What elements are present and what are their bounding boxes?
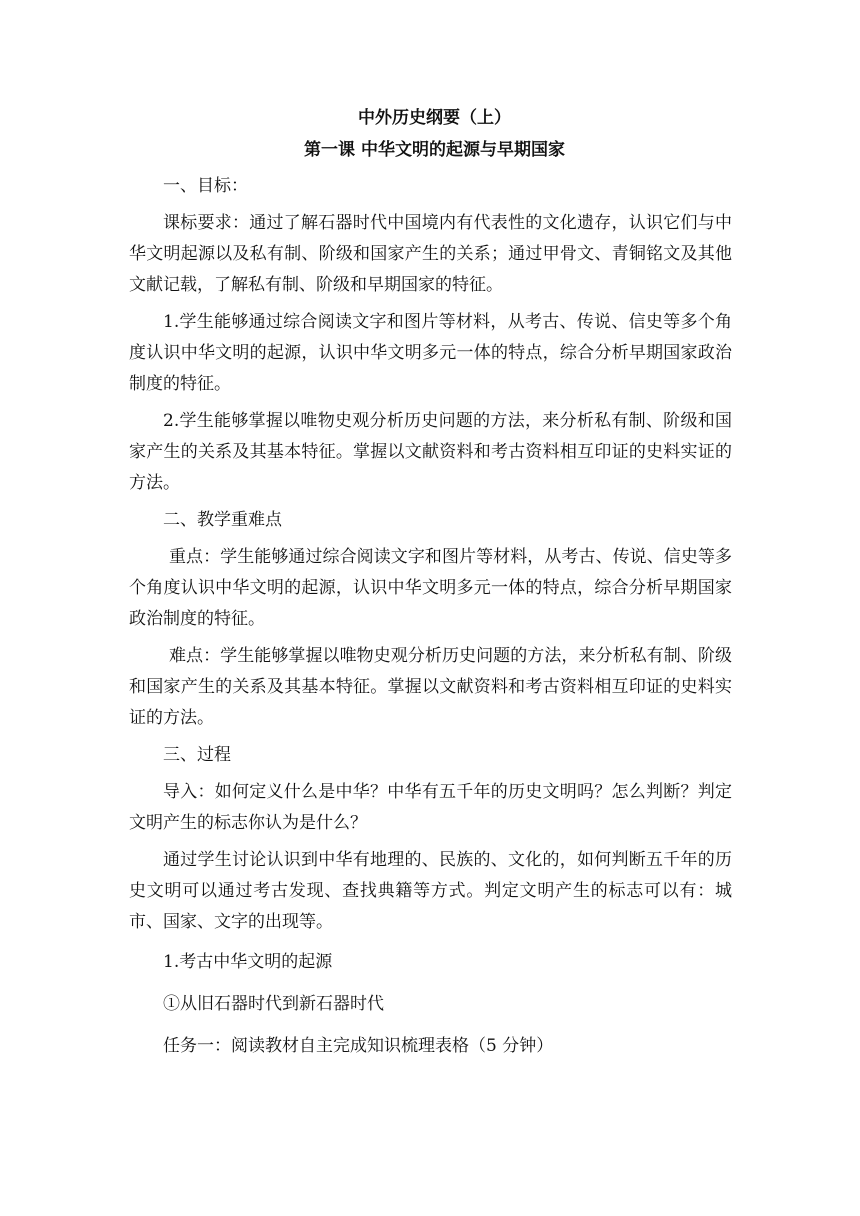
difficult-point: 难点：学生能够掌握以唯物史观分析历史问题的方法，来分析私有制、阶级和国家产生的关系及其基本特征。掌握以文献资料和考古资料相互印证的史料实证的方法。 (129, 646, 732, 728)
discussion-paragraph: 通过学生讨论认识到中华有地理的、民族的、文化的，如何判断五千年的历史文明可以通过考古发现、查找典籍等方式。判定文明产生的标志可以有：城市、国家、文字的出现等。 (129, 850, 732, 932)
intro-paragraph: 导入：如何定义什么是中华？中华有五千年的历史文明吗？怎么判断？判定文明产生的标志你认为是什么？ (129, 782, 732, 833)
item-1: 1.考古中华文明的起源 (163, 952, 333, 972)
process-heading: 三、过程 (163, 745, 231, 765)
goal-2: 2.学生能够掌握以唯物史观分析历史问题的方法，来分析私有制、阶级和国家产生的关系及其基本特征。掌握以文献资料和考古资料相互印证的史料实证的方法。 (129, 411, 732, 493)
curriculum-requirement: 课标要求：通过了解石器时代中国境内有代表性的文化遗存，认识它们与中华文明起源以及私有制、阶级和国家产生的关系；通过甲骨文、青铜铭文及其他文献记载，了解私有制、阶级和早期国家的特征。 (129, 213, 732, 295)
goals-heading: 一、目标： (163, 176, 248, 196)
key-difficult-heading: 二、教学重难点 (163, 510, 282, 530)
key-point: 重点：学生能够通过综合阅读文字和图片等材料，从考古、传说、信史等多个角度认识中华文明的起源，认识中华文明多元一体的特点，综合分析早期国家政治制度的特征。 (129, 547, 732, 629)
document-title: 中外历史纲要（上） (358, 108, 511, 128)
task-1: 任务一：阅读教材自主完成知识梳理表格（5 分钟） (163, 1036, 554, 1056)
sub-item-1: ①从旧石器时代到新石器时代 (163, 994, 384, 1014)
goal-1: 1.学生能够通过综合阅读文字和图片等材料，从考古、传说、信史等多个角度认识中华文明的起源，认识中华文明多元一体的特点，综合分析早期国家政治制度的特征。 (129, 312, 732, 394)
lesson-title: 第一课 中华文明的起源与早期国家 (304, 140, 565, 160)
